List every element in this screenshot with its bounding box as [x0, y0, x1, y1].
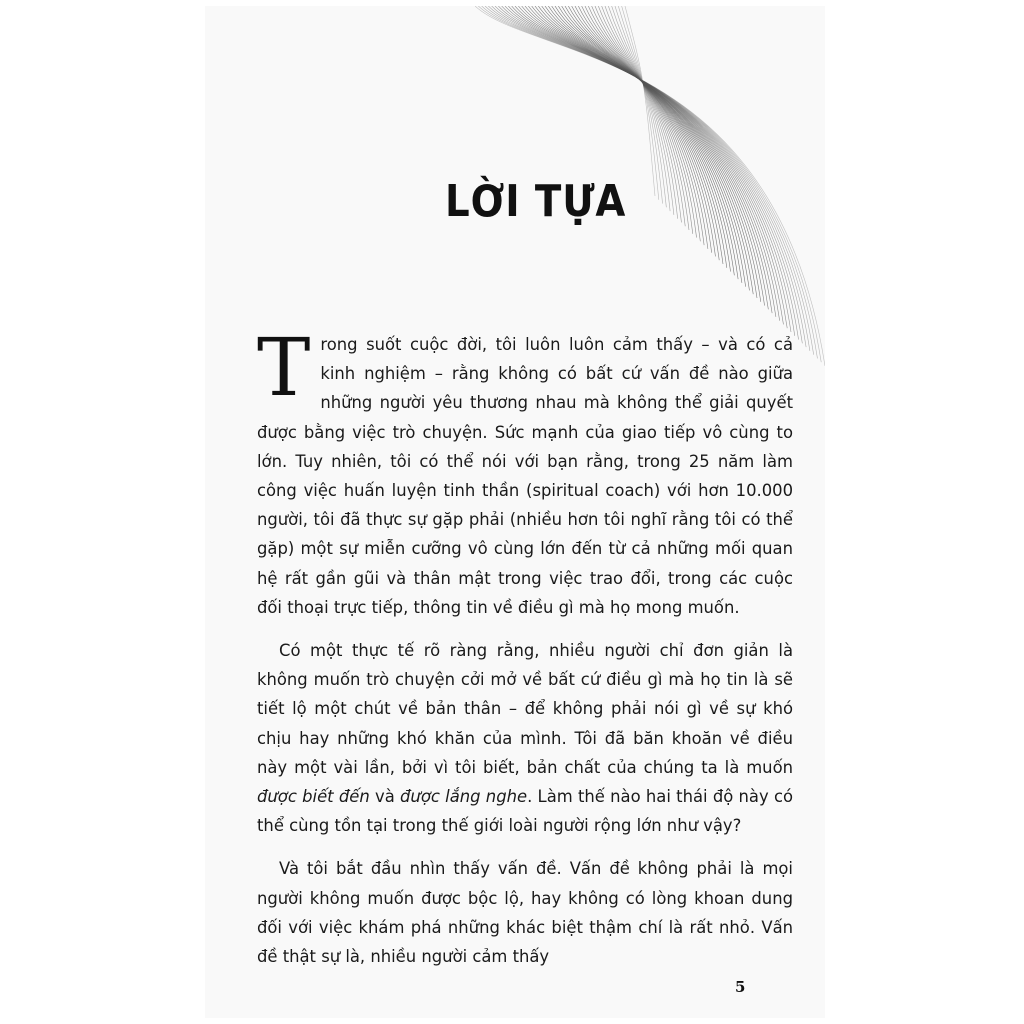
ribbon-line: [625, 6, 655, 196]
ribbon-line: [508, 6, 787, 328]
page-number: 5: [735, 978, 746, 996]
paragraph-3: [257, 854, 793, 971]
ribbon-line: [535, 6, 757, 298]
paragraph-2: [257, 636, 793, 840]
drop-cap: T: [257, 321, 311, 414]
paragraph-1: [257, 321, 793, 622]
chapter-title: LỜI TỰA: [445, 176, 627, 227]
paragraph-3-text: Và tôi bắt đầu nhìn thấy vấn đề. Vấn đề không phải là mọi người không muốn được bộc lộ, hay không có lòng khoan dung đối với việc khám phá những khác biệt thậm chí là rất nhỏ. Vấn đề thật sự là, nhiều người cảm thấy: [257, 859, 793, 967]
ribbon-line: [498, 6, 798, 340]
paragraph-2-emphasis-1: được biết đến: [257, 787, 370, 807]
paragraph-1-text: rong suốt cuộc đời, tôi luôn luôn cảm thấy – và có cả kinh nghiệm – rằng không có bất cứ vấn đề nào giữa những người yêu thương nhau mà không thể giải quyết được bằng việc trò chuyện. Sức mạnh của giao tiếp vô cùng to lớn. Tuy nhiên, tôi có thể nói với bạn rằng, trong 25 năm làm công việc huấn luyện tinh thần (spiritual coach) với hơn 10.000 người, tôi đã thực sự gặp phải (nhiều hơn tôi nghĩ rằng tôi có thể gặp) một sự miễn cưỡng vô cùng lớn đến từ cả những mối quan hệ rất gần gũi và thân mật trong việc trao đổi, trong các cuộc đối thoại trực tiếp, thông tin về điều gì mà họ mong muốn.: [257, 335, 793, 617]
book-page: [205, 6, 825, 1018]
paragraph-2-emphasis-2: được lắng nghe: [400, 787, 528, 807]
ribbon-line: [512, 6, 784, 324]
paragraph-2-text-after: . Làm thế nào hai thái độ này có thể cùng tồn tại trong thế giới loài người rộng lớn như vậy?: [257, 787, 793, 836]
ribbon-line: [502, 6, 795, 336]
paragraph-2-text-middle: và: [369, 787, 401, 807]
ribbon-line: [518, 6, 776, 317]
paragraph-2-text-before: Có một thực tế rõ ràng rằng, nhiều người chỉ đơn giản là không muốn trò chuyện cởi mở về bất cứ điều gì mà họ tin là sẽ tiết lộ một chút về bản thân – để không phải nói gì về sự khó chịu hay những khó khăn của mình. Tôi đã băn khoăn về điều này một vài lần, bởi vì tôi biết, bản chất của chúng ta là muốn: [257, 641, 793, 777]
body-text: [257, 321, 793, 971]
ribbon-line: [515, 6, 780, 321]
